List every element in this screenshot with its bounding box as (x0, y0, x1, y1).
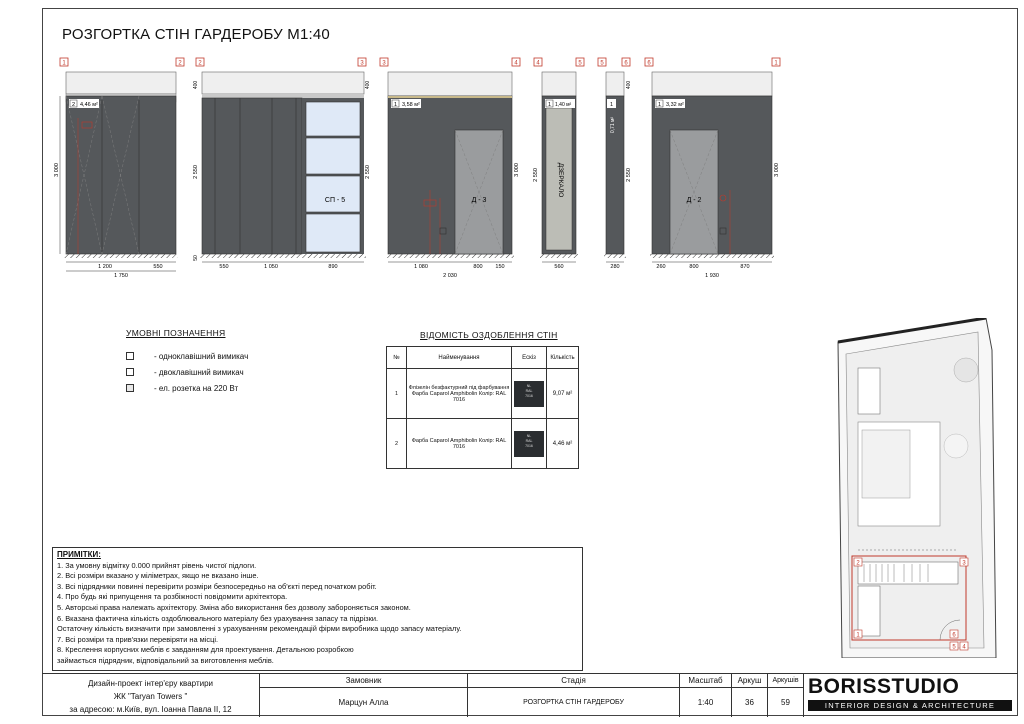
svg-text:800: 800 (689, 264, 699, 270)
stage-value: РОЗГОРТКА СТІН ГАРДЕРОБУ (468, 688, 680, 717)
door-d3-label: Д - 3 (471, 197, 487, 204)
svg-text:890: 890 (328, 264, 338, 270)
svg-text:3 000: 3 000 (514, 163, 520, 177)
note-line: 3. Всі підрядники повинні перевірити розміри безпосередньо на об'єкті перед початком робіт. (57, 581, 377, 591)
finish-table-title: ВІДОМІСТЬ ОЗДОБЛЕННЯ СТІН (420, 330, 558, 340)
note-line: займається підрядник, відповідальний за виготовлення меблів. (57, 655, 274, 665)
customer-name: Марцун Алла (260, 688, 468, 717)
elev-marker: 4 (536, 60, 540, 67)
color-swatch: NL RAL 7016 (514, 381, 544, 407)
svg-text:550: 550 (153, 264, 163, 270)
mirror-label: ДЗЕРКАЛО (557, 162, 564, 198)
svg-text:1 930: 1 930 (705, 273, 719, 279)
title-block: Дизайн-проект інтер'єру квартири ЖК "Taryan Towers " за адресою: м.Київ, вул. Іоанна Павла II, 12 Замовник Марцун Алла Стадія РОЗГОРТКА СТІН ГАРДЕРОБУ Масштаб 1:40 Аркуш 36 Аркушів 59 (42, 673, 1018, 716)
plan-marker: 3 (962, 560, 966, 567)
floor-plan (828, 318, 1008, 658)
elev-marker: 6 (647, 60, 651, 67)
legend (126, 328, 248, 396)
note-line: 4. Про будь які припущення та розбіжності повідомити архітектора. (57, 592, 288, 602)
project-info: Дизайн-проект інтер'єру квартири ЖК "Taryan Towers " за адресою: м.Київ, вул. Іоанна Павла II, 12 (42, 674, 260, 717)
elevation-6-1 (650, 72, 780, 279)
wall-elevations (0, 0, 1024, 290)
svg-text:50: 50 (193, 255, 199, 261)
svg-text:1: 1 (393, 102, 398, 108)
elevation-2-3 (193, 72, 371, 270)
legend-title: УМОВНІ ПОЗНАЧЕННЯ (126, 328, 226, 338)
elev-marker: 1 (774, 60, 778, 67)
legend-item: - одноклавішний вимикач (126, 348, 248, 364)
elev-marker: 1 (62, 60, 66, 67)
note-line: 7. Всі розміри та прив'язки перевіряти на місці. (57, 634, 219, 644)
note-line: 2. Всі розміри вказано у міліметрах, якщо не вказано інше. (57, 571, 259, 581)
svg-text:2 550: 2 550 (533, 168, 539, 182)
plan-marker: 1 (856, 632, 860, 639)
legend-item: - двоклавішний вимикач (126, 364, 248, 380)
svg-text:400: 400 (193, 80, 199, 90)
svg-text:1 200: 1 200 (98, 264, 112, 270)
svg-text:2 550: 2 550 (626, 168, 632, 182)
notes-block (52, 547, 583, 671)
svg-text:150: 150 (495, 264, 505, 270)
socket-icon (126, 384, 134, 392)
svg-text:2: 2 (71, 102, 76, 108)
note-line: 6. Вказана фактична кількість оздоблювального матеріалу без урахування запасу та підрізки. (57, 613, 379, 623)
notes-title: ПРИМІТКИ: (57, 550, 101, 559)
svg-text:1: 1 (609, 102, 614, 108)
plan-marker: 6 (952, 632, 956, 639)
page-title: РОЗГОРТКА СТІН ГАРДЕРОБУ М1:40 (62, 26, 330, 43)
elev-marker: 4 (514, 60, 518, 67)
table-row: 2 Фарба Caparol Amphibolin Колір: RAL 7016 NL RAL 7016 4,46 м² (387, 419, 579, 469)
sheet-value: 36 (732, 688, 768, 717)
elev-marker: 5 (600, 60, 604, 67)
table-row: 1 Флізелін безфактурний під фарбування Фарба Caparol Amphibolin Колір: RAL 7016 NL RAL 7016 9,07 м² (387, 369, 579, 419)
svg-text:870: 870 (740, 264, 750, 270)
note-line: 5. Авторські права належать архітектору. Зміна або використання без дозволу забороняється законом. (57, 602, 411, 612)
elev-marker: 5 (578, 60, 582, 67)
elevation-3-4 (386, 72, 520, 279)
elevation-5-6 (604, 72, 632, 270)
door-d2-label: Д - 2 (686, 197, 702, 204)
plan-marker: 2 (856, 560, 860, 567)
elev-marker: 6 (624, 60, 628, 67)
svg-text:2 550: 2 550 (193, 165, 199, 179)
note-line: Остаточну кількість визначити при замовленні з урахуванням рекомендацій фірми виробника щодо запасу матеріалу. (57, 624, 462, 634)
elev-marker: 3 (360, 60, 364, 67)
svg-text:550: 550 (219, 264, 229, 270)
svg-text:2 550: 2 550 (365, 165, 371, 179)
svg-text:800: 800 (473, 264, 483, 270)
svg-text:400: 400 (626, 80, 632, 90)
note-line: 8. Креслення корпусних меблів є завданням для проектування. Детальною розробкою (57, 645, 354, 655)
svg-text:1: 1 (547, 102, 552, 108)
legend-item: - ел. розетка на 220 Вт (126, 380, 248, 396)
single-switch-icon (126, 352, 134, 360)
elevation-1-2 (54, 72, 178, 279)
color-swatch: NL RAL 7016 (514, 431, 544, 457)
svg-text:3 000: 3 000 (774, 163, 780, 177)
svg-text:1 750: 1 750 (114, 273, 128, 279)
studio-logo: BORISSTUDIO INTERIOR DESIGN & ARCHITECTURE (808, 676, 1012, 711)
elev-marker: 2 (198, 60, 202, 67)
elev-marker: 3 (382, 60, 386, 67)
double-switch-icon (126, 368, 134, 376)
svg-text:1: 1 (657, 102, 662, 108)
area-label: 0,71 м² (610, 116, 616, 134)
elev-marker: 2 (178, 60, 182, 67)
svg-text:3 000: 3 000 (54, 163, 60, 177)
elevation-4-5 (533, 72, 578, 270)
svg-text:260: 260 (656, 264, 666, 270)
svg-text:2 030: 2 030 (443, 273, 457, 279)
note-line: 1. За умовну відмітку 0.000 прийнят рівень чистої підлоги. (57, 560, 257, 570)
svg-text:1 080: 1 080 (414, 264, 428, 270)
svg-text:280: 280 (610, 264, 620, 270)
area-label: 3,32 м² (666, 102, 684, 108)
svg-text:1 050: 1 050 (264, 264, 278, 270)
sp5-label: СП - 5 (324, 197, 346, 204)
area-label: 3,58 м² (402, 102, 420, 108)
scale-value: 1:40 (680, 688, 732, 717)
sheets-value: 59 (768, 688, 804, 717)
finish-table: № Найменування Ескіз Кількість 1 Флізелін безфактурний під фарбування Фарба Caparol Amphibolin Колір: RAL 7016 NL RAL 7016 9,07 м² 2 Фарба Caparol Amphibolin Колір: RAL 7016 NL RAL 7016 4,46 м² (386, 346, 579, 469)
plan-marker: 4 (962, 644, 966, 651)
area-label: 4,46 м² (80, 102, 98, 108)
plan-marker: 5 (952, 644, 956, 651)
svg-text:400: 400 (365, 80, 371, 90)
svg-text:560: 560 (554, 264, 564, 270)
area-label: 1,40 м² (555, 102, 572, 108)
